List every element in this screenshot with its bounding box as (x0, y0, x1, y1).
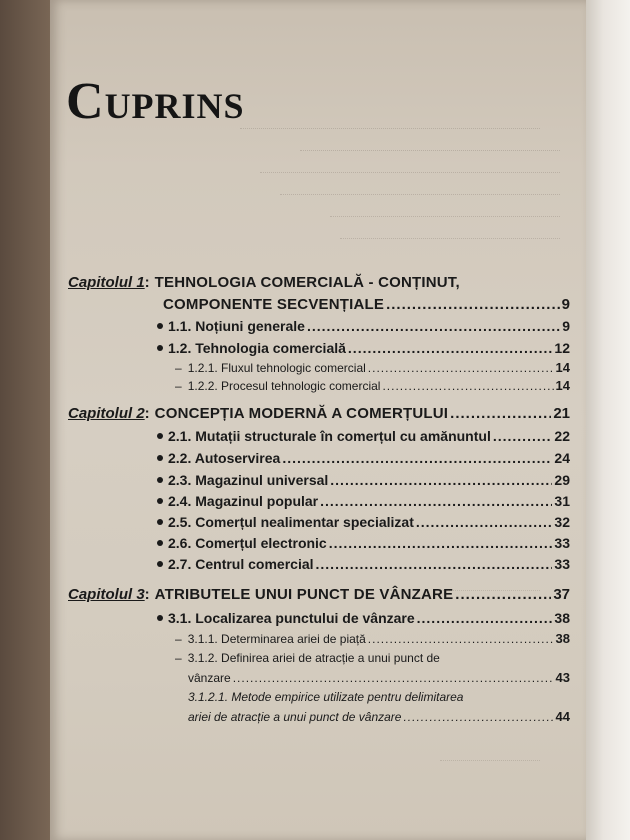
chapter-1-heading[interactable]: Capitolul 1 : TEHNOLOGIA COMERCIALĂ - CONȚINUT, (68, 274, 460, 291)
entry-page: 29 (554, 472, 570, 488)
chapter-3-label: Capitolul 3 (68, 586, 145, 603)
entry-page: 38 (554, 610, 570, 626)
entry-page: 24 (554, 450, 570, 466)
toc-entry-line2[interactable] (188, 709, 570, 724)
toc-entry[interactable]: – 3.1.1. Determinarea ariei de piață ..... 38 (175, 631, 570, 646)
entry-page: 44 (555, 709, 570, 724)
entry-label: 2.1. Mutații structurale în comerțul cu amănuntul (168, 428, 491, 444)
entry-label: 1.2.1. Fluxul tehnologic comercial (187, 361, 366, 375)
bullet-icon (157, 615, 163, 621)
entry-label: 3.1.2. Definirea ariei de atracție a unui punct de (187, 651, 440, 665)
entry-page: 33 (554, 556, 570, 572)
chapter-1-title-line2: COMPONENTE SECVENȚIALE (163, 296, 385, 313)
bullet-icon (157, 498, 163, 504)
entry-page: 22 (554, 428, 570, 444)
entry-page: 31 (554, 493, 570, 509)
toc-entry[interactable]: – 1.2.1. Fluxul tehnologic comercial ..... 14 (175, 360, 570, 375)
toc-entry[interactable] (157, 318, 570, 334)
toc-entry[interactable] (157, 340, 570, 356)
chapter-2-page: 21 (553, 405, 570, 422)
chapter-3-heading[interactable]: Capitolul 3: ATRIBUTELE UNUI PUNCT DE VÂNZARE ..... 37 (68, 586, 570, 603)
entry-label: 3.1. Localizarea punctului de vânzare (168, 610, 415, 626)
entry-page: 9 (562, 318, 570, 334)
bullet-icon (157, 345, 163, 351)
title-rest: UPRINS (104, 86, 245, 126)
toc-entry[interactable] (157, 472, 570, 488)
toc-entry[interactable] (157, 514, 570, 530)
chapter-1-page: 9 (561, 296, 570, 313)
entry-label: vânzare (188, 671, 231, 685)
entry-label: ariei de atracție a unui punct de vânzare (188, 710, 402, 724)
toc-entry-line1[interactable]: – 3.1.2. Definirea ariei de atracție a unui punct de (175, 651, 440, 665)
chapter-2-heading[interactable]: Capitolul 2: CONCEPȚIA MODERNĂ A COMERȚULUI ..... 21 (68, 405, 570, 422)
chapter-2-title: CONCEPȚIA MODERNĂ A COMERȚULUI (154, 405, 449, 422)
bullet-icon (157, 477, 163, 483)
entry-label: 1.2.2. Procesul tehnologic comercial (187, 379, 381, 393)
entry-page: 32 (554, 514, 570, 530)
chapter-3-page: 37 (553, 586, 570, 603)
entry-page: 14 (555, 360, 570, 375)
bullet-icon (157, 433, 163, 439)
toc-entry[interactable] (157, 610, 570, 626)
entry-page: 33 (554, 535, 570, 551)
toc-entry-line2[interactable] (188, 670, 570, 685)
chapter-1-title-line1: TEHNOLOGIA COMERCIALĂ - CONȚINUT, (154, 274, 460, 291)
entry-label: 1.2. Tehnologia comercială (168, 340, 346, 356)
toc-entry[interactable] (157, 493, 570, 509)
entry-label: 2.4. Magazinul popular (168, 493, 319, 509)
entry-label: 3.1.1. Determinarea ariei de piață (187, 632, 366, 646)
bullet-icon (157, 455, 163, 461)
entry-label: 2.5. Comerțul nealimentar specializat (168, 514, 414, 530)
bullet-icon (157, 323, 163, 329)
entry-label: 1.1. Noțiuni generale (168, 318, 305, 334)
bullet-icon (157, 561, 163, 567)
toc-entry[interactable] (157, 450, 570, 466)
entry-label: 2.2. Autoservirea (168, 450, 281, 466)
entry-label: 2.7. Centrul comercial (168, 556, 314, 572)
entry-label: 2.3. Magazinul universal (168, 472, 329, 488)
entry-label: 2.6. Comerțul electronic (168, 535, 327, 551)
toc-entry[interactable] (157, 535, 570, 551)
bullet-icon (157, 519, 163, 525)
entry-label: 3.1.2.1. Metode empirice utilizate pentru delimitarea (188, 690, 464, 704)
entry-page: 14 (555, 378, 570, 393)
toc-entry-line1[interactable] (188, 690, 463, 704)
bullet-icon (157, 540, 163, 546)
entry-page: 43 (555, 670, 570, 685)
title-initial: C (66, 73, 105, 130)
toc-entry[interactable] (157, 428, 570, 444)
toc-entry[interactable] (157, 556, 570, 572)
chapter-1-label: Capitolul 1 (68, 274, 145, 291)
chapter-3-title: ATRIBUTELE UNUI PUNCT DE VÂNZARE (154, 586, 454, 603)
entry-page: 12 (554, 340, 570, 356)
toc-entry[interactable]: – 1.2.2. Procesul tehnologic comercial ..... 14 (175, 378, 570, 393)
entry-page: 38 (555, 631, 570, 646)
chapter-2-label: Capitolul 2 (68, 405, 145, 422)
chapter-1-heading-line2[interactable] (163, 296, 570, 313)
